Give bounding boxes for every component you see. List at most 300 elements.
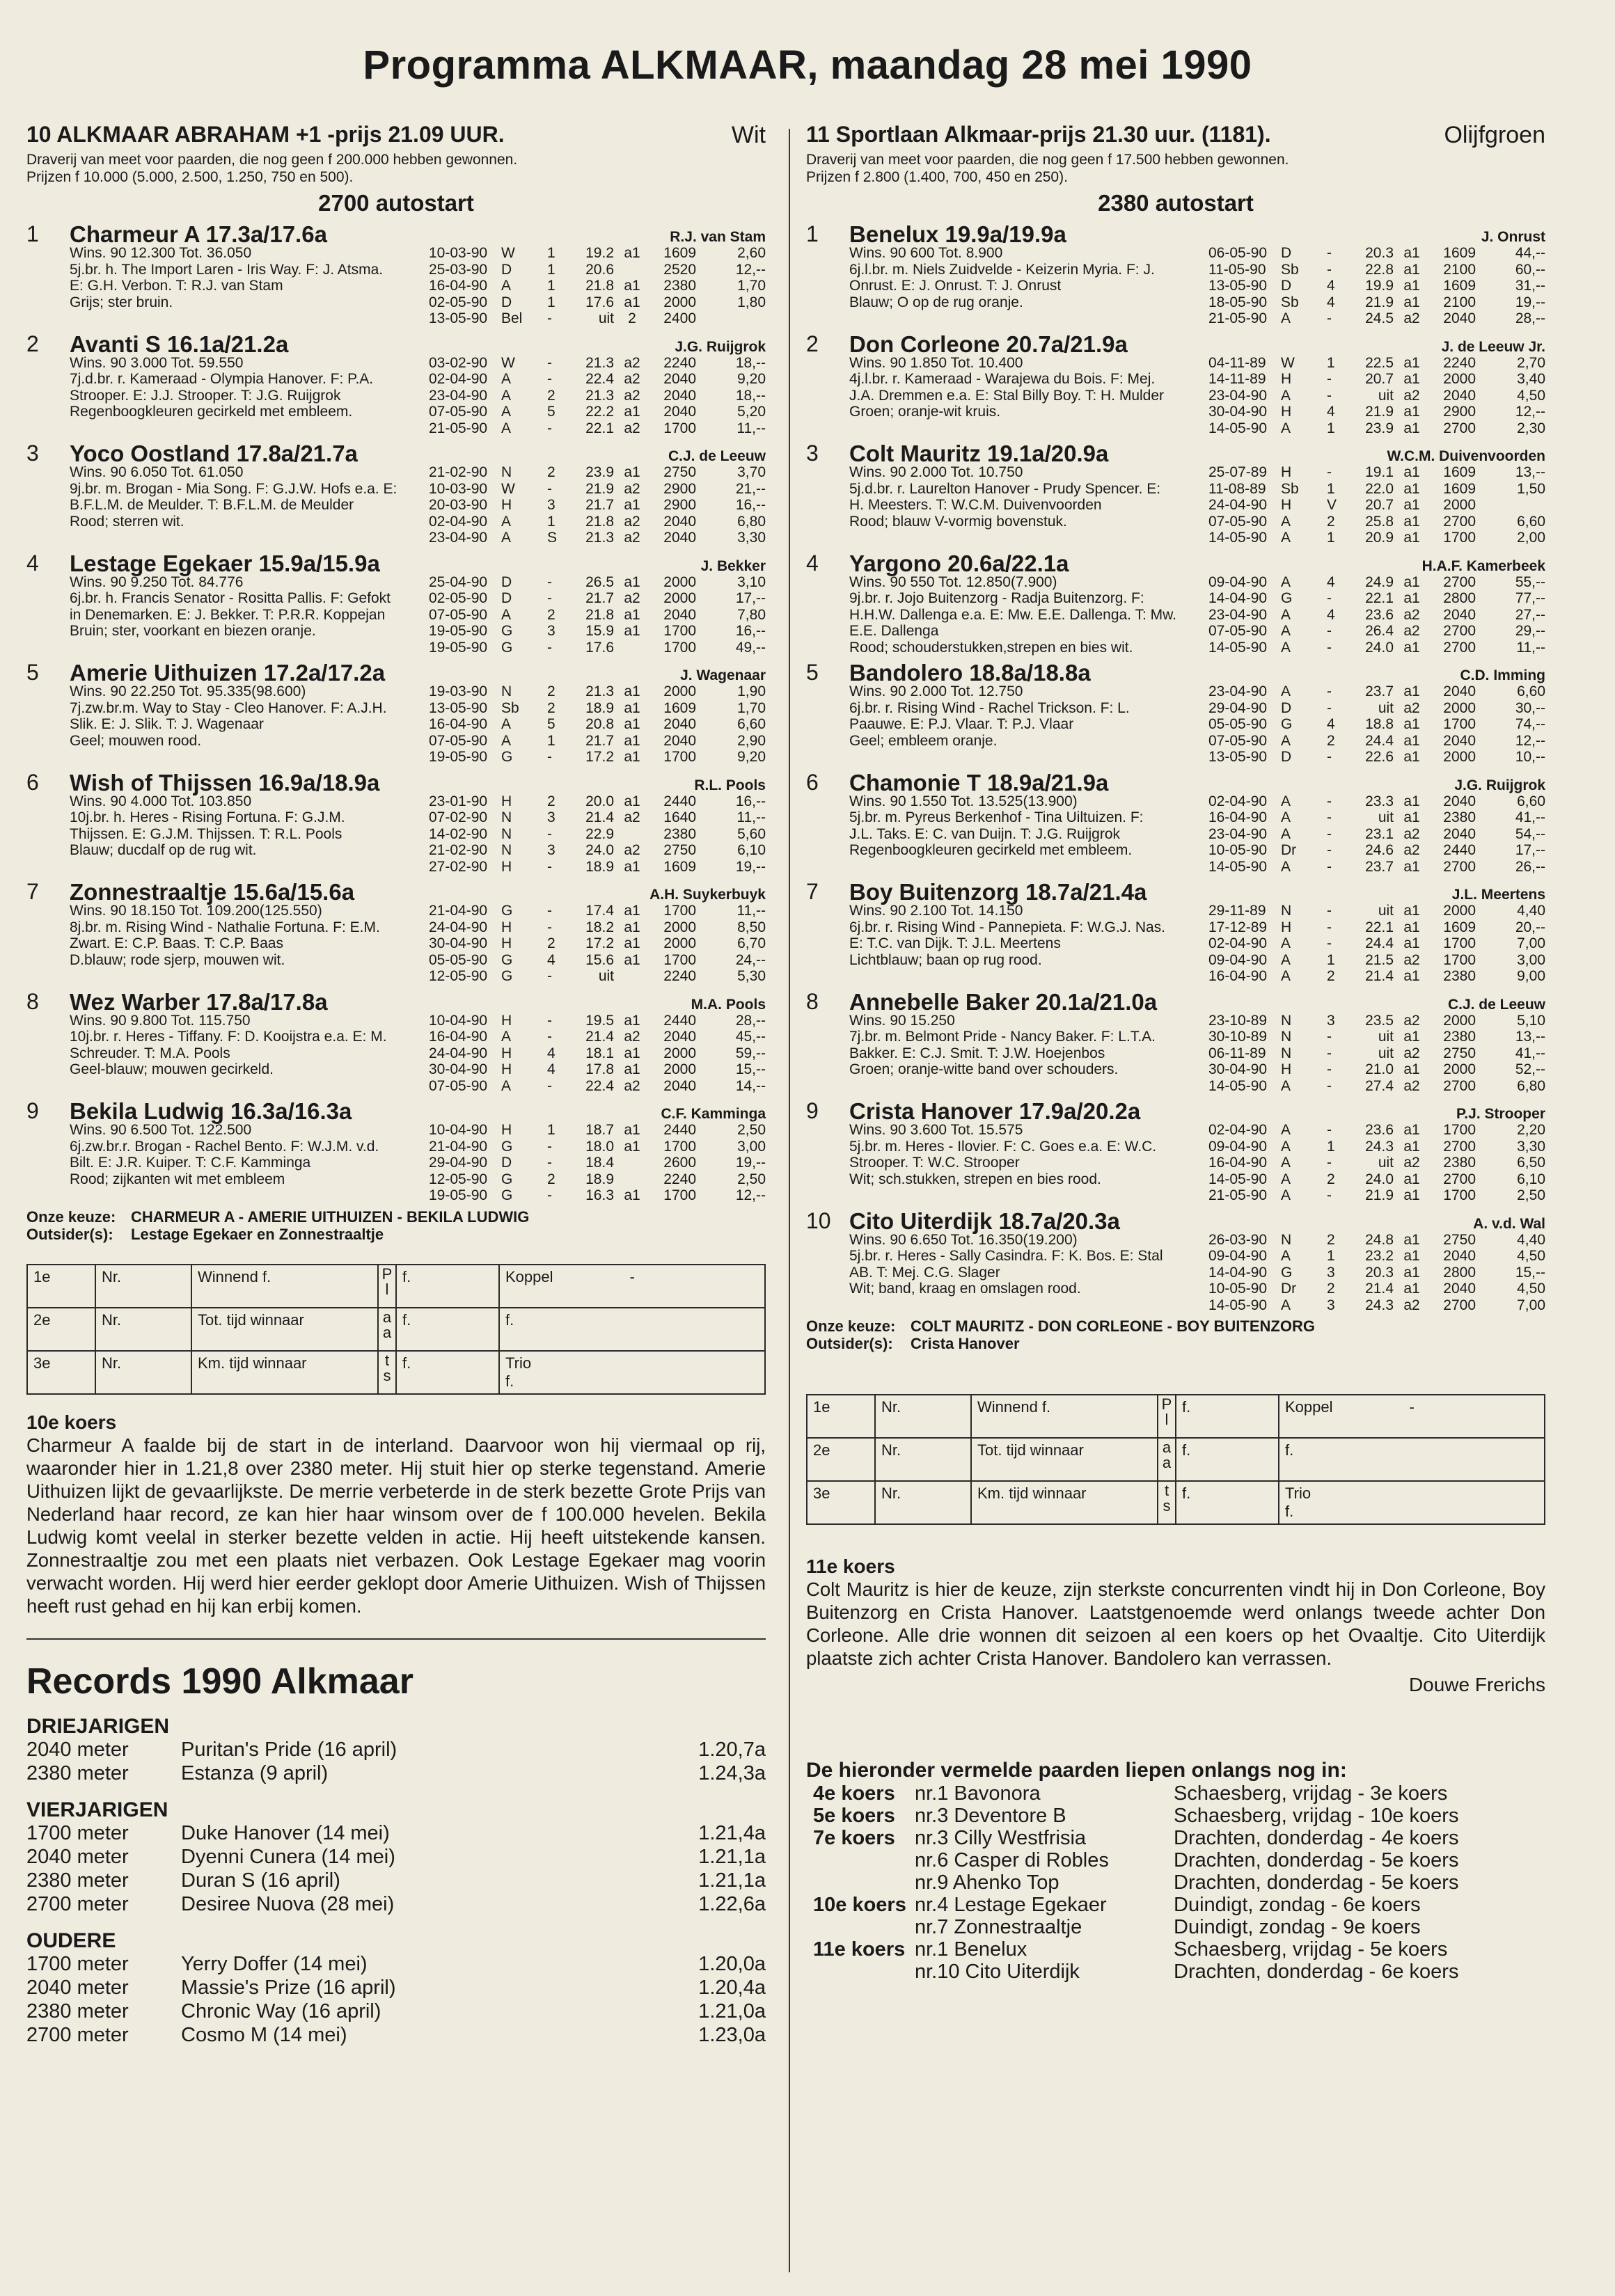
result-row bbox=[1208, 245, 1545, 262]
result-track: G bbox=[501, 1171, 513, 1187]
plaats-letter: a bbox=[382, 1308, 392, 1326]
result-distance: 2040 bbox=[1443, 1248, 1476, 1264]
result-odds: 2,50 bbox=[737, 1171, 766, 1187]
description-line: Groen; oranje-witte band over schouders. bbox=[849, 1061, 1119, 1077]
result-row bbox=[429, 1171, 766, 1188]
result-time: 22.0 bbox=[1365, 480, 1394, 497]
result-track: A bbox=[1281, 1122, 1291, 1138]
horse-body bbox=[806, 355, 1545, 437]
record-time: 1.20,7a bbox=[698, 1738, 766, 1761]
result-odds: 52,-- bbox=[1515, 1061, 1545, 1077]
description-line: Blauw; O op de rug oranje. bbox=[849, 294, 1023, 310]
result-time: 20.0 bbox=[585, 793, 614, 809]
result-distance: 2800 bbox=[1443, 590, 1476, 606]
horse-number: 3 bbox=[26, 441, 39, 466]
condition-line: Prijzen f 2.800 (1.400, 700, 450 en 250). bbox=[806, 169, 1068, 185]
result-place: - bbox=[547, 749, 552, 765]
result-time: 23.9 bbox=[1365, 420, 1394, 436]
recent-koers: 10e koers bbox=[813, 1894, 906, 1916]
result-odds: 6,10 bbox=[737, 842, 766, 858]
result-place: 3 bbox=[547, 842, 556, 858]
record-row bbox=[26, 1846, 766, 1869]
record-horse: Estanza (9 april) bbox=[181, 1761, 329, 1784]
result-time: 21.3 bbox=[585, 683, 614, 699]
result-class: a1 bbox=[1403, 919, 1420, 935]
horse-entry bbox=[26, 658, 766, 766]
result-track: A bbox=[501, 606, 512, 623]
result-odds: 24,-- bbox=[735, 951, 766, 968]
result-distance: 2000 bbox=[1443, 699, 1476, 716]
record-horse: Chronic Way (16 april) bbox=[181, 2000, 381, 2022]
result-grid-row bbox=[807, 1438, 1545, 1481]
description-line: Rood; schouderstukken,strepen en bies wit. bbox=[849, 639, 1133, 656]
result-place: 5 bbox=[547, 404, 556, 420]
result-track: A bbox=[1281, 573, 1291, 590]
result-place: 3 bbox=[547, 809, 556, 825]
result-grid-row bbox=[807, 1395, 1545, 1438]
result-track: A bbox=[501, 530, 512, 546]
horse-number: 4 bbox=[806, 550, 819, 576]
result-track: A bbox=[1281, 1155, 1291, 1171]
result-time: 20.6 bbox=[585, 261, 614, 278]
result-class: a1 bbox=[624, 683, 640, 699]
result-class bbox=[614, 968, 650, 985]
result-place: - bbox=[1327, 842, 1332, 858]
horse-entry bbox=[806, 877, 1545, 985]
result-distance: 2600 bbox=[663, 1155, 696, 1171]
result-track: H bbox=[501, 919, 512, 935]
result-time: uit bbox=[1378, 1045, 1394, 1061]
result-class: a1 bbox=[1403, 404, 1420, 420]
horse-entry bbox=[26, 548, 766, 656]
horse-body bbox=[806, 574, 1545, 656]
description-line: Regenboogkleuren gecirkeld met embleem. bbox=[70, 404, 353, 420]
column-divider bbox=[789, 129, 790, 2272]
result-odds: 1,70 bbox=[737, 699, 766, 716]
result-track: A bbox=[1281, 809, 1291, 825]
result-place: - bbox=[1327, 683, 1332, 699]
result-row bbox=[1208, 278, 1545, 294]
description-line: Groen; oranje-wit kruis. bbox=[849, 404, 1001, 420]
result-row bbox=[429, 859, 766, 876]
result-track: H bbox=[1281, 497, 1292, 513]
result-time: 21.0 bbox=[1365, 1061, 1394, 1077]
result-time: 16.3 bbox=[585, 1187, 614, 1203]
result-row bbox=[1208, 623, 1545, 640]
result-track: G bbox=[501, 951, 513, 968]
result-distance: 2700 bbox=[1443, 623, 1476, 639]
result-row bbox=[429, 623, 766, 640]
result-track: A bbox=[501, 371, 512, 387]
result-time: 23.9 bbox=[585, 464, 614, 480]
result-time: 24.4 bbox=[1365, 935, 1394, 951]
result-odds: 49,-- bbox=[735, 639, 766, 656]
result-row bbox=[1208, 826, 1545, 843]
result-odds: 55,-- bbox=[1515, 573, 1545, 590]
result-class: a2 bbox=[624, 371, 640, 387]
keuze-value: CHARMEUR A - AMERIE UITHUIZEN - BEKILA LUDWIG bbox=[131, 1208, 530, 1226]
recent-where: Schaesberg, vrijdag - 3e koers bbox=[1174, 1782, 1448, 1805]
result-row bbox=[1208, 420, 1545, 437]
result-odds: 12,-- bbox=[735, 261, 766, 278]
result-track: A bbox=[1281, 825, 1291, 842]
result-odds: 9,20 bbox=[737, 371, 766, 387]
result-date: 14-05-90 bbox=[1208, 1297, 1268, 1313]
result-odds bbox=[696, 310, 766, 327]
horse-description bbox=[70, 355, 473, 420]
result-row bbox=[1208, 355, 1545, 372]
horse-results bbox=[429, 793, 766, 876]
horse-number: 8 bbox=[26, 988, 39, 1014]
result-row bbox=[429, 903, 766, 919]
outsider-value: Crista Hanover bbox=[911, 1335, 1020, 1352]
result-track: A bbox=[501, 716, 512, 732]
bet-cell bbox=[499, 1351, 765, 1394]
number-label: Nr. bbox=[95, 1308, 191, 1351]
result-place: 3 bbox=[547, 497, 556, 513]
result-time: uit bbox=[1378, 1029, 1394, 1045]
result-time: 18.9 bbox=[585, 699, 614, 716]
result-track: A bbox=[501, 387, 512, 404]
result-odds: 2,30 bbox=[1517, 420, 1545, 436]
result-odds: 13,-- bbox=[1515, 1029, 1545, 1045]
result-row bbox=[1208, 935, 1545, 952]
result-odds: 28,-- bbox=[735, 1012, 766, 1029]
result-date: 02-04-90 bbox=[1208, 793, 1268, 809]
horse-body bbox=[26, 683, 766, 766]
description-line: 9j.br. m. Brogan - Mia Song. F: G.J.W. Hofs e.a. E: bbox=[70, 480, 397, 497]
result-date: 10-03-90 bbox=[429, 245, 488, 261]
result-time: 22.4 bbox=[585, 1077, 614, 1094]
horse-results bbox=[1208, 1232, 1545, 1314]
result-date: 09-04-90 bbox=[1208, 573, 1268, 590]
result-row bbox=[429, 842, 766, 859]
result-odds: 6,80 bbox=[737, 513, 766, 530]
race-10-column bbox=[26, 122, 766, 2048]
result-row bbox=[1208, 1187, 1545, 1204]
result-time: 23.7 bbox=[1365, 858, 1394, 875]
recent-race-row bbox=[806, 1916, 1545, 1938]
result-place: 1 bbox=[1327, 1138, 1335, 1155]
result-odds: 16,-- bbox=[735, 623, 766, 639]
result-odds: 14,-- bbox=[735, 1077, 766, 1094]
result-time: 17.8 bbox=[585, 1061, 614, 1077]
result-place: - bbox=[1327, 793, 1332, 809]
result-date: 17-12-89 bbox=[1208, 919, 1268, 935]
race-title: 11 Sportlaan Alkmaar-prijs 21.30 uur. (1181). bbox=[806, 122, 1271, 147]
result-place: - bbox=[1327, 809, 1332, 825]
record-row bbox=[26, 2000, 766, 2024]
bet-cell bbox=[1279, 1395, 1545, 1438]
result-track: G bbox=[501, 968, 513, 984]
horse-name: Boy Buitenzorg 18.7a/21.4a bbox=[849, 879, 1147, 905]
number-label: Nr. bbox=[875, 1395, 971, 1438]
result-distance: 1640 bbox=[663, 809, 696, 825]
result-odds: 4,40 bbox=[1517, 903, 1545, 919]
result-grid-row bbox=[807, 1481, 1545, 1524]
result-row bbox=[1208, 1122, 1545, 1139]
result-class bbox=[614, 640, 650, 656]
result-row bbox=[429, 1013, 766, 1029]
trio-label: Trio bbox=[1285, 1485, 1311, 1502]
result-time: 18.2 bbox=[585, 919, 614, 935]
race-title: 10 ALKMAAR ABRAHAM +1 -prijs 21.09 UUR. bbox=[26, 122, 505, 147]
result-distance: 2700 bbox=[1443, 1297, 1476, 1313]
result-distance: 2750 bbox=[663, 842, 696, 858]
trio-amount: f. bbox=[505, 1372, 514, 1390]
result-row bbox=[429, 716, 766, 733]
recent-horse: nr.3 Deventore B bbox=[915, 1805, 1066, 1827]
description-line: Geel; embleem oranje. bbox=[849, 732, 998, 749]
result-time: 24.9 bbox=[1365, 573, 1394, 590]
horse-body bbox=[26, 464, 766, 546]
horse-number: 3 bbox=[806, 441, 819, 466]
result-place: 2 bbox=[547, 935, 556, 951]
result-date: 16-04-90 bbox=[1208, 968, 1268, 984]
record-distance: 2380 meter bbox=[26, 2000, 129, 2022]
result-odds: 7,00 bbox=[1517, 1297, 1545, 1313]
result-odds: 2,50 bbox=[1517, 1187, 1545, 1203]
result-track: A bbox=[501, 1029, 512, 1045]
result-track: Sb bbox=[501, 699, 519, 716]
condition-line: Draverij van meet voor paarden, die nog geen f 17.500 hebben gewonnen. bbox=[806, 152, 1289, 168]
result-place: 4 bbox=[1327, 294, 1335, 310]
result-time: 23.6 bbox=[1365, 606, 1394, 623]
description-line: J.A. Dremmen e.a. E: Stal Billy Boy. T: H. Mulder bbox=[849, 387, 1165, 404]
result-place: 3 bbox=[1327, 1264, 1335, 1281]
koers-text: Colt Mauritz is hier de keuze, zijn sterkste concurrenten vindt hij in Don Corleone, Boy Buitenzorg en Crista Hanover. Laatstgenoemde werd onlangs tweede achter Don Corleone. Alle drie wonnen dit seizoen al een koers op het Ovaaltje. Cito Uiterdijk plaatste zich achter Crista Hanover. Bandolero kan verrassen. bbox=[806, 1578, 1545, 1669]
description-line: Wins. 90 2.000 Tot. 12.750 bbox=[849, 683, 1023, 699]
result-date: 16-04-90 bbox=[429, 716, 488, 732]
result-place: - bbox=[547, 639, 552, 656]
result-row bbox=[1208, 952, 1545, 969]
plaats-letter: t bbox=[384, 1351, 390, 1369]
result-odds: 15,-- bbox=[735, 1061, 766, 1077]
horse-description bbox=[849, 1013, 1253, 1078]
result-date: 14-05-90 bbox=[1208, 1077, 1268, 1094]
record-time: 1.22,6a bbox=[698, 1892, 766, 1915]
horse-trainer: M.A. Pools bbox=[691, 996, 766, 1013]
result-place: - bbox=[547, 420, 552, 436]
result-odds: 3,10 bbox=[737, 573, 766, 590]
result-row bbox=[1208, 1232, 1545, 1249]
result-class: a1 bbox=[1403, 371, 1420, 387]
result-track: A bbox=[1281, 1297, 1291, 1313]
description-line: Regenboogkleuren gecirkeld met embleem. bbox=[849, 842, 1133, 858]
result-class: a2 bbox=[624, 480, 640, 497]
horse-name: Wez Warber 17.8a/17.8a bbox=[70, 988, 328, 1015]
result-place: - bbox=[547, 919, 552, 935]
result-odds: 2,00 bbox=[1517, 530, 1545, 546]
result-track: A bbox=[1281, 732, 1291, 749]
result-place: 1 bbox=[547, 294, 556, 310]
horse-header bbox=[26, 548, 766, 574]
result-track: G bbox=[501, 1138, 513, 1155]
description-line: 5j.br. m. Heres - Ilovier. F: C. Goes e.a. E: W.C. bbox=[849, 1138, 1157, 1155]
result-odds bbox=[1476, 497, 1545, 514]
recent-horse: nr.10 Cito Uiterdijk bbox=[915, 1961, 1080, 1983]
winner-label: Tot. tijd winnaar bbox=[191, 1308, 378, 1351]
result-time: 21.8 bbox=[585, 606, 614, 623]
result-distance: 1700 bbox=[1443, 951, 1476, 968]
result-time: 25.8 bbox=[1365, 513, 1394, 530]
result-date: 23-10-89 bbox=[1208, 1012, 1268, 1029]
result-time: 18.0 bbox=[585, 1138, 614, 1155]
recent-where: Drachten, donderdag - 5e koers bbox=[1174, 1849, 1459, 1871]
result-time: 22.1 bbox=[1365, 590, 1394, 606]
horse-trainer: A.H. Suykerbuyk bbox=[649, 887, 766, 903]
result-time: 21.8 bbox=[585, 513, 614, 530]
condition-line: Prijzen f 10.000 (5.000, 2.500, 1.250, 750 en 500). bbox=[26, 169, 354, 185]
plaats-label bbox=[1158, 1438, 1176, 1481]
record-time: 1.20,4a bbox=[698, 1976, 766, 1999]
result-place: 2 bbox=[1327, 1281, 1335, 1297]
result-class: a2 bbox=[1403, 1155, 1420, 1171]
horse-number: 1 bbox=[806, 221, 819, 246]
result-distance: 2900 bbox=[663, 480, 696, 497]
result-distance: 2040 bbox=[1443, 387, 1476, 404]
horse-body bbox=[806, 903, 1545, 985]
result-class: a1 bbox=[624, 699, 640, 716]
result-class: a2 bbox=[624, 1029, 640, 1045]
description-line: Rood; zijkanten wit met embleem bbox=[70, 1171, 285, 1187]
record-time: 1.24,3a bbox=[698, 1761, 766, 1784]
plaats-letter: a bbox=[1162, 1454, 1172, 1471]
winner-label: Winnend f. bbox=[191, 1265, 378, 1308]
recent-race-row bbox=[806, 1938, 1545, 1961]
record-time: 1.21,0a bbox=[698, 2000, 766, 2022]
horse-name: Don Corleone 20.7a/21.9a bbox=[849, 331, 1128, 357]
description-line: Onrust. E: J. Onrust. T: J. Onrust bbox=[849, 278, 1062, 294]
result-track: H bbox=[501, 1045, 512, 1061]
result-class: a1 bbox=[1403, 1061, 1420, 1077]
horse-header bbox=[806, 329, 1545, 355]
result-place: - bbox=[1327, 935, 1332, 951]
result-distance: 2380 bbox=[1443, 1155, 1476, 1171]
result-distance: 2900 bbox=[663, 497, 696, 513]
result-date: 16-04-90 bbox=[1208, 1155, 1268, 1171]
result-track: G bbox=[501, 749, 513, 765]
result-time: 24.5 bbox=[1365, 310, 1394, 326]
result-date: 30-10-89 bbox=[1208, 1029, 1268, 1045]
description-line: 5j.br. h. The Import Laren - Iris Way. F: J. Atsma. bbox=[70, 261, 384, 278]
result-time: 21.8 bbox=[585, 278, 614, 294]
winner-label: Tot. tijd winnaar bbox=[971, 1438, 1158, 1481]
result-class: a1 bbox=[1403, 261, 1420, 278]
record-distance: 2040 meter bbox=[26, 1976, 129, 1999]
result-row bbox=[1208, 716, 1545, 733]
result-odds: 77,-- bbox=[1515, 590, 1545, 606]
result-date: 07-05-90 bbox=[429, 404, 488, 420]
horse-number: 9 bbox=[806, 1098, 819, 1123]
result-time: 21.3 bbox=[585, 387, 614, 404]
result-date: 13-05-90 bbox=[429, 310, 488, 326]
description-line: 7j.br. m. Belmont Pride - Nancy Baker. F: L.T.A. bbox=[849, 1029, 1156, 1045]
horse-description bbox=[849, 683, 1253, 749]
result-distance: 2000 bbox=[1443, 1012, 1476, 1029]
result-date: 30-04-90 bbox=[1208, 1061, 1268, 1077]
result-place: 1 bbox=[547, 245, 556, 261]
record-horse: Duran S (16 april) bbox=[181, 1869, 340, 1892]
result-row bbox=[429, 935, 766, 952]
result-class: a1 bbox=[1403, 716, 1420, 732]
result-place: 2 bbox=[1327, 1171, 1335, 1187]
result-time: uit bbox=[1378, 699, 1394, 716]
result-distance: 2440 bbox=[1443, 842, 1476, 858]
result-row bbox=[1208, 497, 1545, 514]
plaats-letter: l bbox=[385, 1280, 389, 1298]
result-date: 14-05-90 bbox=[1208, 858, 1268, 875]
result-track: N bbox=[1281, 1012, 1292, 1029]
result-row bbox=[1208, 1078, 1545, 1095]
result-time: uit bbox=[1378, 903, 1394, 919]
result-distance: 2040 bbox=[663, 387, 696, 404]
description-line: Rood; blauw V-vormig bovenstuk. bbox=[849, 513, 1067, 530]
result-date: 07-05-90 bbox=[1208, 513, 1268, 530]
horse-number: 4 bbox=[26, 550, 39, 576]
record-time: 1.21,1a bbox=[698, 1845, 766, 1868]
result-grid-row bbox=[27, 1308, 765, 1351]
horse-header bbox=[26, 329, 766, 355]
result-row bbox=[1208, 859, 1545, 876]
record-time: 1.23,0a bbox=[698, 2023, 766, 2046]
description-line: Wins. 90 1.550 Tot. 13.525(13.900) bbox=[849, 793, 1078, 809]
result-track: D bbox=[501, 573, 512, 590]
result-odds: 6,60 bbox=[1517, 683, 1545, 699]
result-date: 21-04-90 bbox=[429, 1138, 488, 1155]
result-track: A bbox=[1281, 858, 1291, 875]
description-line: Wins. 90 4.000 Tot. 103.850 bbox=[70, 793, 252, 809]
result-distance: 2100 bbox=[1443, 294, 1476, 310]
condition-line: Draverij van meet voor paarden, die nog geen f 200.000 hebben gewonnen. bbox=[26, 152, 518, 168]
horse-header bbox=[806, 768, 1545, 793]
result-row bbox=[1208, 842, 1545, 859]
result-odds: 4,40 bbox=[1517, 1231, 1545, 1248]
result-date: 02-04-90 bbox=[429, 371, 488, 387]
result-date: 10-05-90 bbox=[1208, 842, 1268, 858]
plaats-letter: a bbox=[382, 1323, 392, 1341]
result-time: 23.7 bbox=[1365, 683, 1394, 699]
result-row bbox=[429, 278, 766, 294]
result-place: 4 bbox=[547, 1045, 556, 1061]
result-odds: 10,-- bbox=[1515, 749, 1545, 765]
recent-koers: 5e koers bbox=[813, 1805, 895, 1827]
recent-horse: nr.3 Cilly Westfrisia bbox=[915, 1827, 1087, 1849]
result-class: a2 bbox=[624, 513, 640, 530]
plaats-label bbox=[378, 1308, 396, 1351]
result-distance: 1700 bbox=[663, 951, 696, 968]
result-odds: 15,-- bbox=[1515, 1264, 1545, 1281]
result-time: 24.0 bbox=[1365, 639, 1394, 656]
result-track: W bbox=[501, 354, 515, 371]
result-place: - bbox=[1327, 1045, 1332, 1061]
result-time: 21.7 bbox=[585, 497, 614, 513]
recent-horse: nr.9 Ahenko Top bbox=[915, 1871, 1059, 1894]
result-place: 2 bbox=[547, 387, 556, 404]
koers-heading: 10e koers bbox=[26, 1411, 117, 1433]
description-line: H.H.W. Dallenga e.a. E: Mw. E.E. Dallenga. T: Mw. bbox=[849, 606, 1176, 623]
horse-name: Yargono 20.6a/22.1a bbox=[849, 550, 1069, 576]
horse-name: Bekila Ludwig 16.3a/16.3a bbox=[70, 1098, 352, 1124]
horse-description bbox=[849, 903, 1253, 968]
result-place: 3 bbox=[547, 623, 556, 639]
result-odds: 12,-- bbox=[1515, 732, 1545, 749]
result-track: W bbox=[501, 480, 515, 497]
result-distance: 1700 bbox=[1443, 1122, 1476, 1138]
page-title: Programma ALKMAAR, maandag 28 mei 1990 bbox=[363, 42, 1252, 88]
result-time: 17.6 bbox=[585, 294, 614, 310]
winner-label: Km. tijd winnaar bbox=[971, 1481, 1158, 1524]
